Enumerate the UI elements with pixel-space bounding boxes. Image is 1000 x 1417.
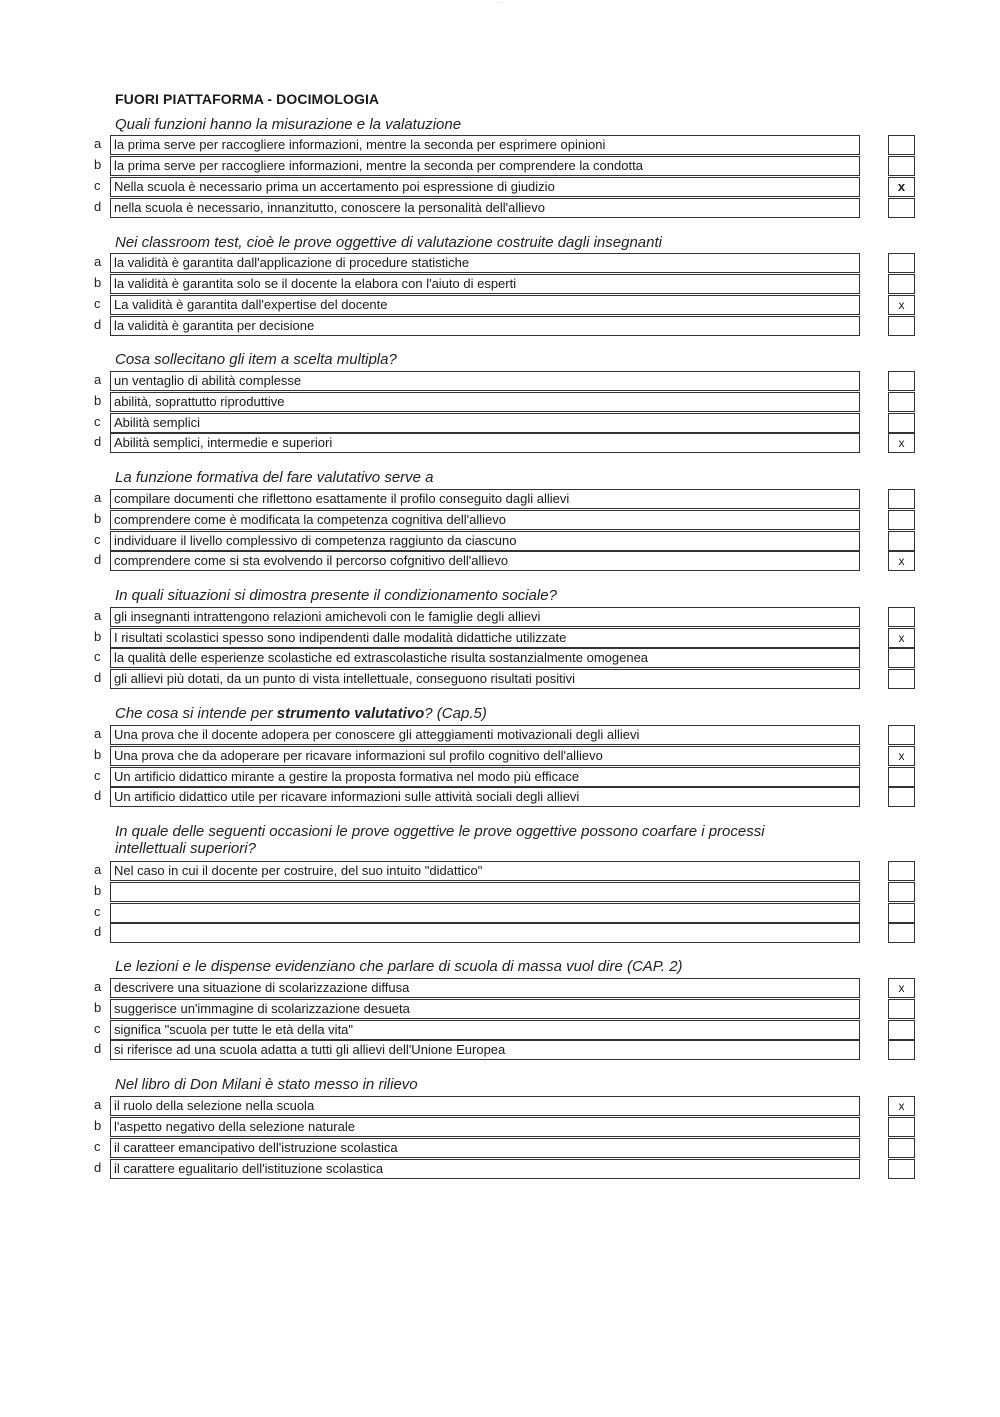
option-text: suggerisce un'immagine di scolarizzazione desueta — [110, 999, 860, 1019]
option-letter: a — [94, 726, 102, 741]
option-text: I risultati scolastici spesso sono indipendenti dalle modalità didattiche utilizzate — [110, 628, 860, 648]
option-letter: a — [94, 490, 102, 505]
question-text: In quali situazioni si dimostra presente il condizionamento sociale? — [115, 587, 557, 604]
option-row-c — [0, 903, 1000, 924]
option-text: la validità è garantita per decisione — [110, 316, 860, 336]
option-row-d — [0, 787, 1000, 808]
answer-box[interactable] — [888, 156, 915, 176]
answer-box[interactable] — [888, 999, 915, 1019]
answer-box[interactable] — [888, 903, 915, 923]
option-letter: c — [94, 649, 101, 664]
option-row-c — [0, 295, 1000, 316]
option-row-b — [0, 628, 1000, 649]
option-letter: d — [94, 788, 102, 803]
option-text: Abilità semplici — [110, 413, 860, 433]
option-text: descrivere una situazione di scolarizzazione diffusa — [110, 978, 860, 998]
option-letter: b — [94, 1000, 102, 1015]
option-letter: c — [94, 532, 101, 547]
option-letter: a — [94, 979, 102, 994]
answer-box[interactable] — [888, 861, 915, 881]
answer-box[interactable] — [888, 510, 915, 530]
question-text: Nel libro di Don Milani è stato messo in rilievo — [115, 1076, 418, 1093]
option-text: individuare il livello complessivo di competenza raggiunto da ciascuno — [110, 531, 860, 551]
answer-box[interactable] — [888, 725, 915, 745]
question-text: Cosa sollecitano gli item a scelta multipla? — [115, 351, 397, 368]
option-letter: a — [94, 862, 102, 877]
option-row-b — [0, 746, 1000, 767]
option-row-b — [0, 156, 1000, 177]
option-row-b — [0, 392, 1000, 413]
option-text: Una prova che il docente adopera per conoscere gli atteggiamenti motivazionali degli allievi — [110, 725, 860, 745]
answer-box[interactable] — [888, 923, 915, 943]
document-title: FUORI PIATTAFORMA - DOCIMOLOGIA — [115, 91, 380, 107]
option-letter: a — [94, 1097, 102, 1112]
option-letter: a — [94, 372, 102, 387]
answer-box[interactable] — [888, 274, 915, 294]
option-row-a — [0, 607, 1000, 628]
option-letter: c — [94, 178, 101, 193]
option-text: la qualità delle esperienze scolastiche ed extrascolastiche risulta sostanzialmente omogenea — [110, 648, 860, 668]
option-row-c — [0, 767, 1000, 788]
option-letter: d — [94, 1160, 102, 1175]
answer-box[interactable]: x — [888, 177, 915, 197]
answer-box[interactable]: x — [888, 551, 915, 571]
option-text: comprendere come è modificata la competenza cognitiva dell'allievo — [110, 510, 860, 530]
answer-box[interactable] — [888, 767, 915, 787]
answer-box[interactable] — [888, 198, 915, 218]
question-text: La funzione formativa del fare valutativo serve a — [115, 469, 434, 486]
answer-box[interactable] — [888, 135, 915, 155]
option-row-c — [0, 648, 1000, 669]
option-text: l'aspetto negativo della selezione naturale — [110, 1117, 860, 1137]
option-letter: b — [94, 1118, 102, 1133]
option-letter: b — [94, 275, 102, 290]
option-text: significa "scuola per tutte le età della vita" — [110, 1020, 860, 1040]
option-row-d — [0, 198, 1000, 219]
option-row-b — [0, 999, 1000, 1020]
answer-box[interactable] — [888, 882, 915, 902]
option-text: il caratteer emancipativo dell'istruzione scolastica — [110, 1138, 860, 1158]
answer-box[interactable] — [888, 607, 915, 627]
option-text: abilità, soprattutto riproduttive — [110, 392, 860, 412]
option-letter: b — [94, 629, 102, 644]
option-row-a — [0, 978, 1000, 999]
option-row-a — [0, 253, 1000, 274]
option-letter: d — [94, 317, 102, 332]
option-text: Abilità semplici, intermedie e superiori — [110, 433, 860, 453]
question-text-post: ? (Cap.5) — [424, 705, 487, 722]
option-text — [110, 903, 860, 923]
option-letter: d — [94, 552, 102, 567]
option-row-a — [0, 135, 1000, 156]
option-text: Nella scuola è necessario prima un accertamento poi espressione di giudizio — [110, 177, 860, 197]
option-row-c — [0, 531, 1000, 552]
question-text: In quale delle seguenti occasioni le prove oggettive le prove oggettive possono coarfare i processi intellettuali superiori? — [115, 823, 765, 857]
question-text: Quali funzioni hanno la misurazione e la valatuzione — [115, 116, 462, 133]
option-text: gli insegnanti intrattengono relazioni amichevoli con le famiglie degli allievi — [110, 607, 860, 627]
answer-box[interactable]: x — [888, 746, 915, 766]
answer-box[interactable] — [888, 413, 915, 433]
option-letter: a — [94, 254, 102, 269]
option-text: Un artificio didattico mirante a gestire la proposta formativa nel modo più efficace — [110, 767, 860, 787]
option-letter: a — [94, 608, 102, 623]
answer-box[interactable]: x — [888, 295, 915, 315]
option-text — [110, 882, 860, 902]
option-text — [110, 923, 860, 943]
option-row-d — [0, 433, 1000, 454]
option-row-b — [0, 1117, 1000, 1138]
option-letter: b — [94, 747, 102, 762]
question-text: Le lezioni e le dispense evidenziano che parlare di scuola di massa vuol dire (CAP. 2) — [115, 958, 683, 975]
option-row-d — [0, 316, 1000, 337]
answer-box[interactable] — [888, 371, 915, 391]
option-letter: a — [94, 136, 102, 151]
option-row-b — [0, 882, 1000, 903]
answer-box[interactable] — [888, 669, 915, 689]
option-text: si riferisce ad una scuola adatta a tutti gli allievi dell'Unione Europea — [110, 1040, 860, 1060]
option-letter: d — [94, 670, 102, 685]
answer-box[interactable] — [888, 1040, 915, 1060]
option-row-d — [0, 923, 1000, 944]
option-letter: b — [94, 157, 102, 172]
option-text: la validità è garantita solo se il docente la elabora con l'aiuto di esperti — [110, 274, 860, 294]
option-letter: c — [94, 296, 101, 311]
option-text: la prima serve per raccogliere informazioni, mentre la seconda per comprendere la condotta — [110, 156, 860, 176]
option-row-b — [0, 274, 1000, 295]
answer-box[interactable] — [888, 787, 915, 807]
option-text: il ruolo della selezione nella scuola — [110, 1096, 860, 1116]
answer-box[interactable]: x — [888, 978, 915, 998]
question-text: Nei classroom test, cioè le prove oggettive di valutazione costruite dagli insegnanti — [115, 234, 662, 251]
answer-box[interactable]: x — [888, 1096, 915, 1116]
option-row-d — [0, 1040, 1000, 1061]
option-row-a — [0, 371, 1000, 392]
option-row-a — [0, 489, 1000, 510]
question-text-bold: strumento valutativo — [276, 705, 425, 722]
option-letter: d — [94, 199, 102, 214]
option-letter: d — [94, 434, 102, 449]
option-row-d — [0, 551, 1000, 572]
option-row-c — [0, 1020, 1000, 1041]
answer-box[interactable] — [888, 316, 915, 336]
option-text: il carattere egualitario dell'istituzione scolastica — [110, 1159, 860, 1179]
option-row-a — [0, 861, 1000, 882]
option-text: La validità è garantita dall'expertise del docente — [110, 295, 860, 315]
option-letter: d — [94, 1041, 102, 1056]
option-letter: c — [94, 904, 101, 919]
answer-box[interactable] — [888, 489, 915, 509]
option-letter: c — [94, 1139, 101, 1154]
option-text: la prima serve per raccogliere informazioni, mentre la seconda per esprimere opinioni — [110, 135, 860, 155]
option-row-c — [0, 177, 1000, 198]
answer-box[interactable] — [888, 1020, 915, 1040]
option-row-d — [0, 1159, 1000, 1180]
answer-box[interactable] — [888, 1138, 915, 1158]
option-letter: b — [94, 883, 102, 898]
option-text: un ventaglio di abilità complesse — [110, 371, 860, 391]
answer-box[interactable]: x — [888, 433, 915, 453]
option-text: Nel caso in cui il docente per costruire, del suo intuito "didattico" — [110, 861, 860, 881]
answer-box[interactable] — [888, 531, 915, 551]
page-header-mark: ............ — [494, 0, 505, 4]
option-row-c — [0, 413, 1000, 434]
option-letter: c — [94, 414, 101, 429]
option-row-a — [0, 1096, 1000, 1117]
option-text: la validità è garantita dall'applicazione di procedure statistiche — [110, 253, 860, 273]
answer-box[interactable] — [888, 1159, 915, 1179]
option-text: nella scuola è necessario, innanzitutto, conoscere la personalità dell'allievo — [110, 198, 860, 218]
answer-box[interactable] — [888, 648, 915, 668]
option-row-d — [0, 669, 1000, 690]
option-text: compilare documenti che riflettono esattamente il profilo conseguito dagli allievi — [110, 489, 860, 509]
option-text: comprendere come si sta evolvendo il percorso cofgnitivo dell'allievo — [110, 551, 860, 571]
question-text-pre: Che cosa si intende per — [115, 705, 277, 722]
option-text: gli allievi più dotati, da un punto di vista intellettuale, conseguono risultati positivi — [110, 669, 860, 689]
answer-box[interactable] — [888, 1117, 915, 1137]
option-letter: c — [94, 768, 101, 783]
option-text: Un artificio didattico utile per ricavare informazioni sulle attività sociali degli allievi — [110, 787, 860, 807]
answer-box[interactable] — [888, 392, 915, 412]
option-letter: d — [94, 924, 102, 939]
option-row-c — [0, 1138, 1000, 1159]
option-text: Una prova che da adoperare per ricavare informazioni sul profilo cognitivo dell'allievo — [110, 746, 860, 766]
option-letter: b — [94, 511, 102, 526]
answer-box[interactable] — [888, 253, 915, 273]
answer-box[interactable]: x — [888, 628, 915, 648]
option-row-a — [0, 725, 1000, 746]
option-letter: b — [94, 393, 102, 408]
option-letter: c — [94, 1021, 101, 1036]
question-text — [115, 705, 815, 722]
option-row-b — [0, 510, 1000, 531]
